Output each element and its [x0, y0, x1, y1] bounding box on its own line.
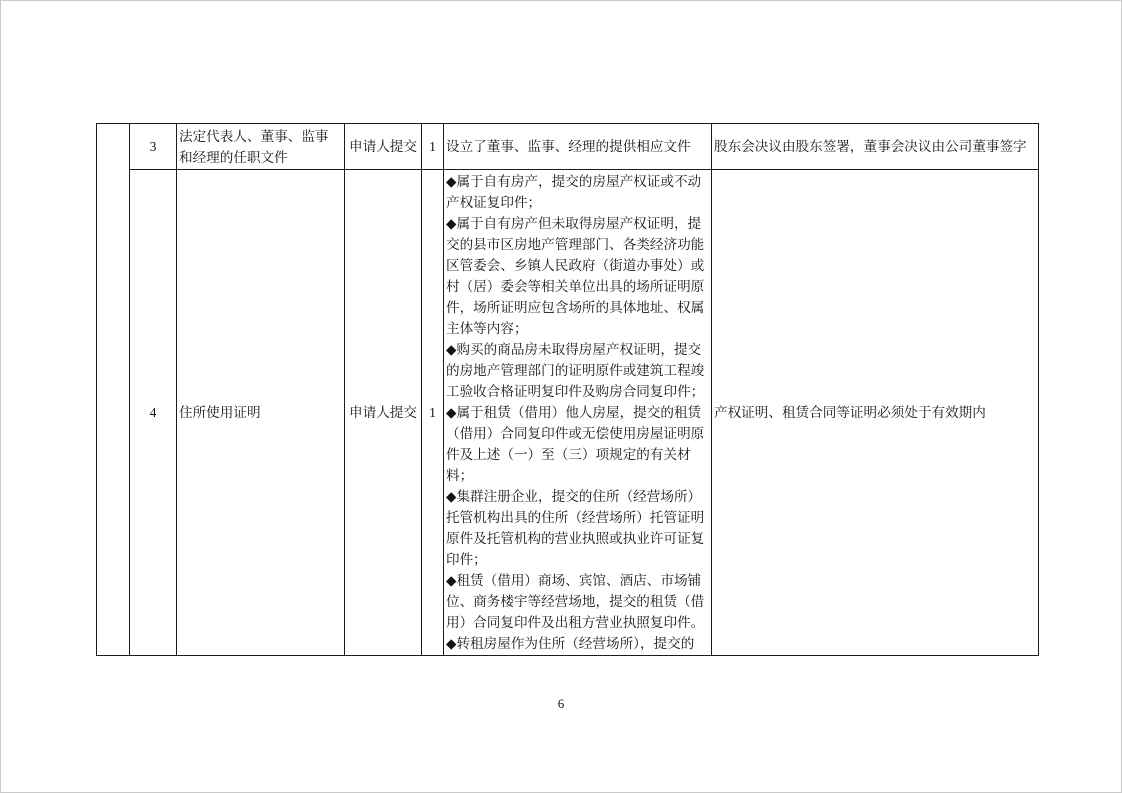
- page-number: 6: [557, 696, 565, 711]
- table-row: [97, 124, 1039, 170]
- requirement-item: ◆属于自有房产，提交的房屋产权证或不动产权证复印件；: [446, 174, 702, 210]
- document-table: [96, 123, 1039, 656]
- table-row: [97, 170, 1039, 656]
- remark-cell: 产权证明、租赁合同等证明必须处于有效期内: [712, 170, 1039, 656]
- submitter-cell: 申请人提交: [345, 124, 422, 170]
- name-cell: 法定代表人、董事、监事和经理的任职文件: [177, 124, 345, 170]
- requirement-item: ◆集群注册企业，提交的住所（经营场所）托管机构出具的住所（经营场所）托管证明原件及托管机构的营业执照或执业许可证复印件；: [446, 489, 705, 567]
- requirement-cell: 设立了董事、监事、经理的提供相应文件: [444, 124, 712, 170]
- requirement-cell: [444, 170, 712, 656]
- copies-cell: 1: [422, 124, 444, 170]
- copies-cell: 1: [422, 170, 444, 656]
- requirement-item: ◆属于自有房产但未取得房屋产权证明，提交的县市区房地产管理部门、各类经济功能区管委会、乡镇人民政府（街道办事处）或村（居）委会等相关单位出具的场所证明原件，场所证明应包含场所的具体地址、权属主体等内容；: [446, 216, 705, 336]
- requirement-item: ◆转租房屋作为住所（经营场所），提交的: [446, 636, 695, 651]
- left-spanner-cell: [97, 124, 130, 656]
- requirement-item: ◆租赁（借用）商场、宾馆、酒店、市场铺位、商务楼宇等经营场地，提交的租赁（借用）合同复印件及出租方营业执照复印件。: [446, 573, 705, 630]
- submitter-cell: 申请人提交: [345, 170, 422, 656]
- name-cell: 住所使用证明: [177, 170, 345, 656]
- seq-cell: 4: [130, 170, 177, 656]
- requirement-item: ◆购买的商品房未取得房屋产权证明，提交的房地产管理部门的证明原件或建筑工程竣工验收合格证明复印件及购房合同复印件；: [446, 342, 705, 399]
- remark-cell: 股东会决议由股东签署，董事会决议由公司董事签字: [712, 124, 1039, 170]
- requirement-item: ◆属于租赁（借用）他人房屋，提交的租赁（借用）合同复印件或无偿使用房屋证明原件及上述（一）至（三）项规定的有关材料；: [446, 405, 705, 483]
- seq-cell: 3: [130, 124, 177, 170]
